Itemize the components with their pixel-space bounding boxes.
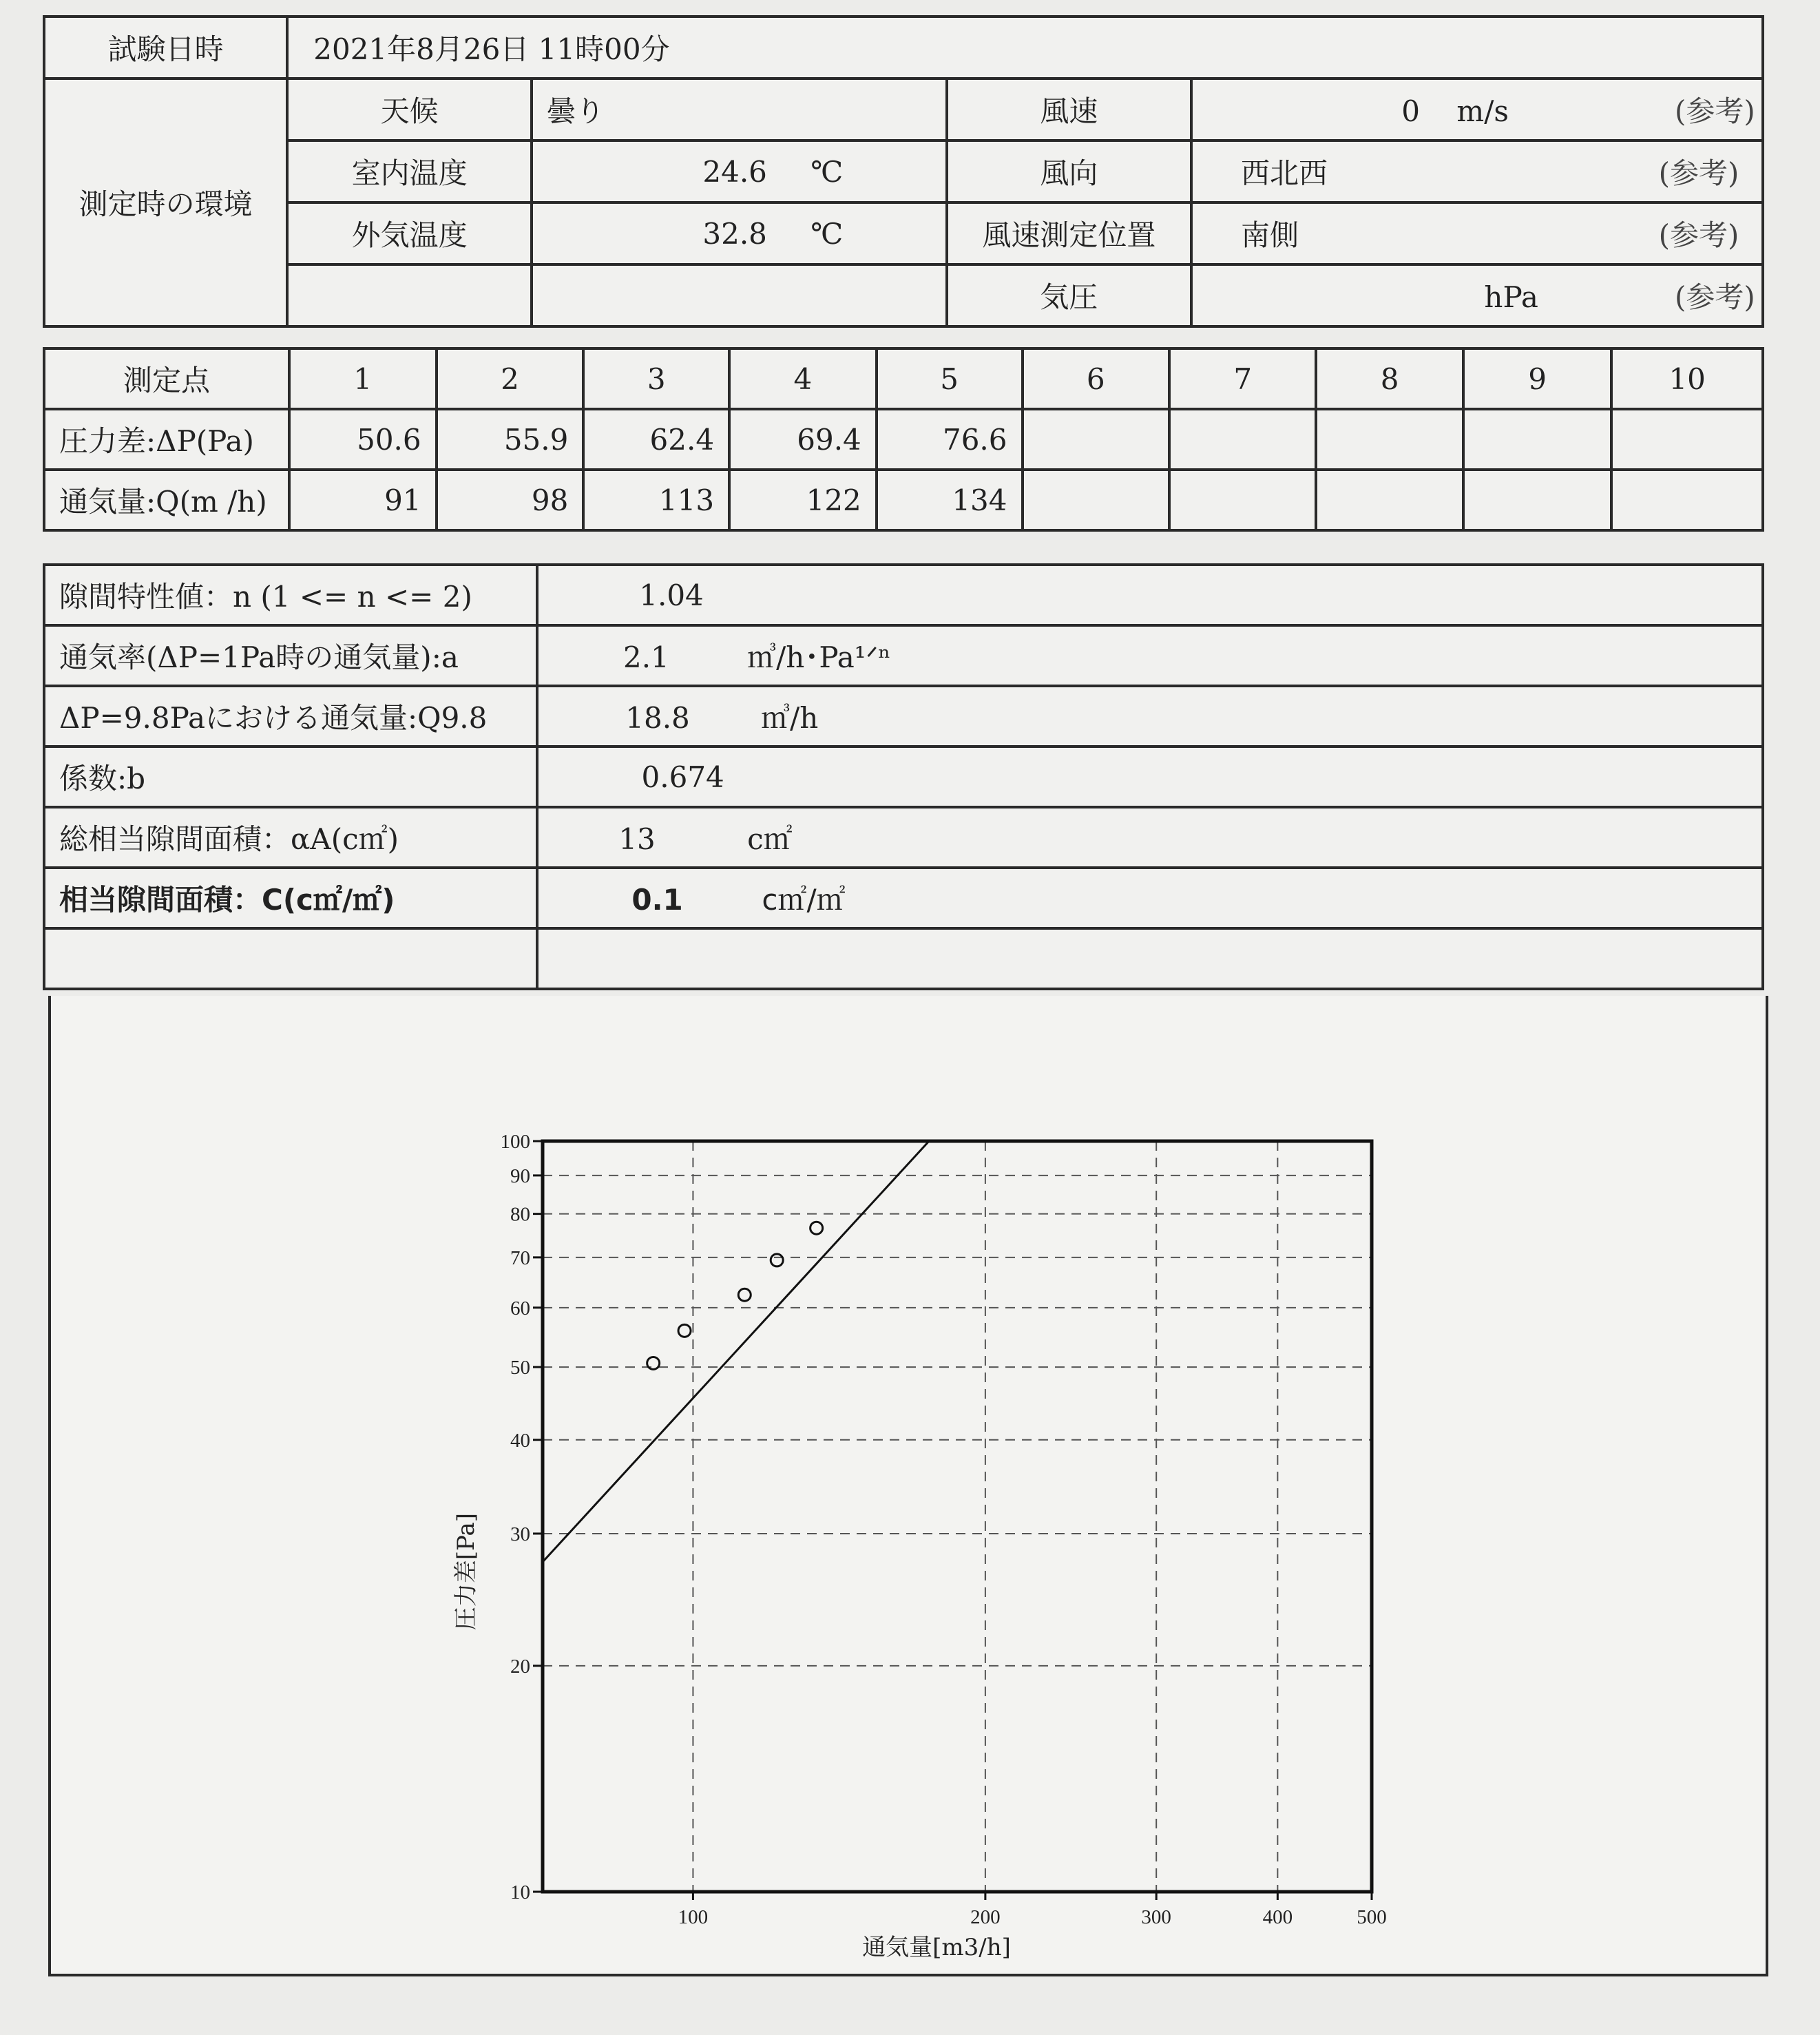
environment-table xyxy=(43,15,1764,328)
data-point xyxy=(771,1254,783,1266)
result-value: 0.1 xyxy=(631,883,683,917)
result-label: ΔP=9.8Paにおける通気量:Q9.8 xyxy=(44,686,537,747)
airflow-value xyxy=(1611,470,1763,530)
airflow-value: 134 xyxy=(877,470,1023,530)
pressure-airflow-chart xyxy=(51,996,1766,1974)
point-number: 1 xyxy=(289,348,437,409)
result-cell xyxy=(537,868,1763,928)
empty-cell xyxy=(537,928,1763,989)
pressure-diff-row xyxy=(44,409,1763,470)
result-label: 係数:b xyxy=(44,747,537,807)
result-value: 0.674 xyxy=(641,760,724,794)
pressure-diff-value xyxy=(1316,409,1463,470)
point-number: 8 xyxy=(1316,348,1463,409)
result-cell xyxy=(537,565,1763,625)
y-tick-label: 60 xyxy=(510,1297,530,1319)
point-number: 3 xyxy=(583,348,729,409)
pressure-diff-value: 62.4 xyxy=(583,409,729,470)
point-number: 5 xyxy=(877,348,1023,409)
pressure-label: 気圧 xyxy=(947,264,1191,326)
wind-speed-note: (参考) xyxy=(1674,94,1755,128)
outdoor-temp-cell xyxy=(532,202,947,264)
point-number: 7 xyxy=(1169,348,1316,409)
result-unit: ㎥/h xyxy=(761,701,819,735)
wind-direction-value: 西北西 xyxy=(1241,156,1328,190)
outdoor-temp-label: 外気温度 xyxy=(287,202,532,264)
weather-value: 曇り xyxy=(532,79,947,140)
result-label: 通気率(ΔP=1Pa時の通気量):a xyxy=(44,625,537,686)
result-unit: c㎡/㎡ xyxy=(762,883,846,917)
data-point xyxy=(810,1222,823,1234)
y-tick-label: 80 xyxy=(510,1203,530,1226)
result-row xyxy=(44,807,1763,868)
results-table xyxy=(43,563,1764,990)
measurement-table xyxy=(43,347,1764,532)
point-number: 10 xyxy=(1611,348,1763,409)
indoor-temp-unit: ℃ xyxy=(810,154,844,189)
airflow-value xyxy=(1316,470,1463,530)
result-row xyxy=(44,625,1763,686)
chart-panel xyxy=(48,996,1768,1976)
y-tick-label: 40 xyxy=(510,1429,530,1452)
wind-speed-value: 0 xyxy=(1401,94,1421,128)
pressure-diff-value xyxy=(1023,409,1169,470)
indoor-temp-label: 室内温度 xyxy=(287,140,532,202)
result-label: 隙間特性値：n (1 <= n <= 2) xyxy=(44,565,537,625)
airflow-row xyxy=(44,470,1763,530)
airflow-label: 通気量:Q(m /h) xyxy=(44,470,289,530)
pressure-diff-label: 圧力差:ΔP(Pa) xyxy=(44,409,289,470)
wind-direction-cell xyxy=(1191,140,1763,202)
result-row xyxy=(44,686,1763,747)
data-point xyxy=(678,1324,691,1337)
pressure-diff-value xyxy=(1169,409,1316,470)
x-tick-label: 100 xyxy=(678,1906,709,1928)
wind-speed-unit: m/s xyxy=(1456,94,1509,128)
result-value: 13 xyxy=(618,822,656,856)
pressure-diff-value: 50.6 xyxy=(289,409,437,470)
y-tick-label: 70 xyxy=(510,1246,530,1269)
data-points xyxy=(647,1222,823,1369)
empty-cell xyxy=(532,264,947,326)
airflow-value xyxy=(1463,470,1611,530)
data-point xyxy=(647,1357,660,1369)
empty-cell xyxy=(44,928,537,989)
outdoor-temp-unit: ℃ xyxy=(810,216,844,251)
airflow-value: 91 xyxy=(289,470,437,530)
pressure-diff-value xyxy=(1463,409,1611,470)
y-tick-label: 90 xyxy=(510,1165,530,1187)
result-label: 相当隙間面積：C(c㎡/㎡) xyxy=(44,868,537,928)
y-tick-label: 20 xyxy=(510,1655,530,1678)
pressure-diff-value: 76.6 xyxy=(877,409,1023,470)
pressure-diff-value: 55.9 xyxy=(437,409,584,470)
point-number: 9 xyxy=(1463,348,1611,409)
airflow-value: 113 xyxy=(583,470,729,530)
wind-speed-cell xyxy=(1191,79,1763,140)
indoor-temp-cell xyxy=(532,140,947,202)
point-number: 4 xyxy=(729,348,877,409)
chart-grid xyxy=(543,1141,1372,1892)
result-value: 1.04 xyxy=(639,578,704,612)
result-unit: c㎡ xyxy=(747,822,793,856)
wind-position-cell xyxy=(1191,202,1763,264)
pressure-unit: hPa xyxy=(1484,280,1538,314)
wind-direction-note: (参考) xyxy=(1658,156,1739,190)
x-tick-label: 500 xyxy=(1357,1906,1387,1928)
x-tick-label: 300 xyxy=(1141,1906,1171,1928)
y-tick-label: 100 xyxy=(500,1131,530,1153)
measurement-header-row xyxy=(44,348,1763,409)
fit-line xyxy=(543,1141,929,1562)
pressure-diff-value: 69.4 xyxy=(729,409,877,470)
result-cell xyxy=(537,625,1763,686)
y-tick-label: 30 xyxy=(510,1523,530,1545)
wind-position-note: (参考) xyxy=(1658,218,1739,252)
result-row xyxy=(44,747,1763,807)
data-point xyxy=(738,1288,751,1301)
point-number: 2 xyxy=(437,348,584,409)
x-tick-label: 400 xyxy=(1262,1906,1293,1928)
x-axis-label: 通気量[m3/h] xyxy=(862,1934,1011,1961)
plot-frame xyxy=(543,1141,1372,1892)
result-cell xyxy=(537,807,1763,868)
indoor-temp-value: 24.6 xyxy=(702,154,767,189)
result-cell xyxy=(537,747,1763,807)
test-datetime-value: 2021年8月26日 11時00分 xyxy=(287,17,1763,79)
outdoor-temp-value: 32.8 xyxy=(702,216,767,251)
x-tick-label: 200 xyxy=(970,1906,1001,1928)
x-tick-labels xyxy=(678,1892,1387,1928)
y-axis-label: 圧力差[Pa] xyxy=(452,1512,480,1631)
result-unit: ㎥/h･Pa¹ᐟⁿ xyxy=(747,640,891,674)
result-cell xyxy=(537,686,1763,747)
empty-cell xyxy=(287,264,532,326)
result-row-highlight xyxy=(44,868,1763,928)
wind-direction-label: 風向 xyxy=(947,140,1191,202)
pressure-diff-value xyxy=(1611,409,1763,470)
airflow-value: 98 xyxy=(437,470,584,530)
wind-position-value: 南側 xyxy=(1241,218,1299,252)
result-label: 総相当隙間面積：αA(c㎡) xyxy=(44,807,537,868)
y-tick-label: 50 xyxy=(510,1357,530,1379)
result-row-empty xyxy=(44,928,1763,989)
point-number: 6 xyxy=(1023,348,1169,409)
pressure-note: (参考) xyxy=(1674,280,1755,314)
result-value: 2.1 xyxy=(623,640,669,674)
wind-position-label: 風速測定位置 xyxy=(947,202,1191,264)
wind-speed-label: 風速 xyxy=(947,79,1191,140)
pressure-cell xyxy=(1191,264,1763,326)
environment-label: 測定時の環境 xyxy=(44,79,287,326)
weather-label: 天候 xyxy=(287,79,532,140)
y-tick-label: 10 xyxy=(510,1881,530,1903)
result-row xyxy=(44,565,1763,625)
point-header-label: 測定点 xyxy=(44,348,289,409)
airflow-value xyxy=(1023,470,1169,530)
airflow-value xyxy=(1169,470,1316,530)
airflow-value: 122 xyxy=(729,470,877,530)
result-value: 18.8 xyxy=(625,701,690,735)
y-tick-labels xyxy=(501,1131,543,1903)
test-datetime-label: 試験日時 xyxy=(44,17,287,79)
